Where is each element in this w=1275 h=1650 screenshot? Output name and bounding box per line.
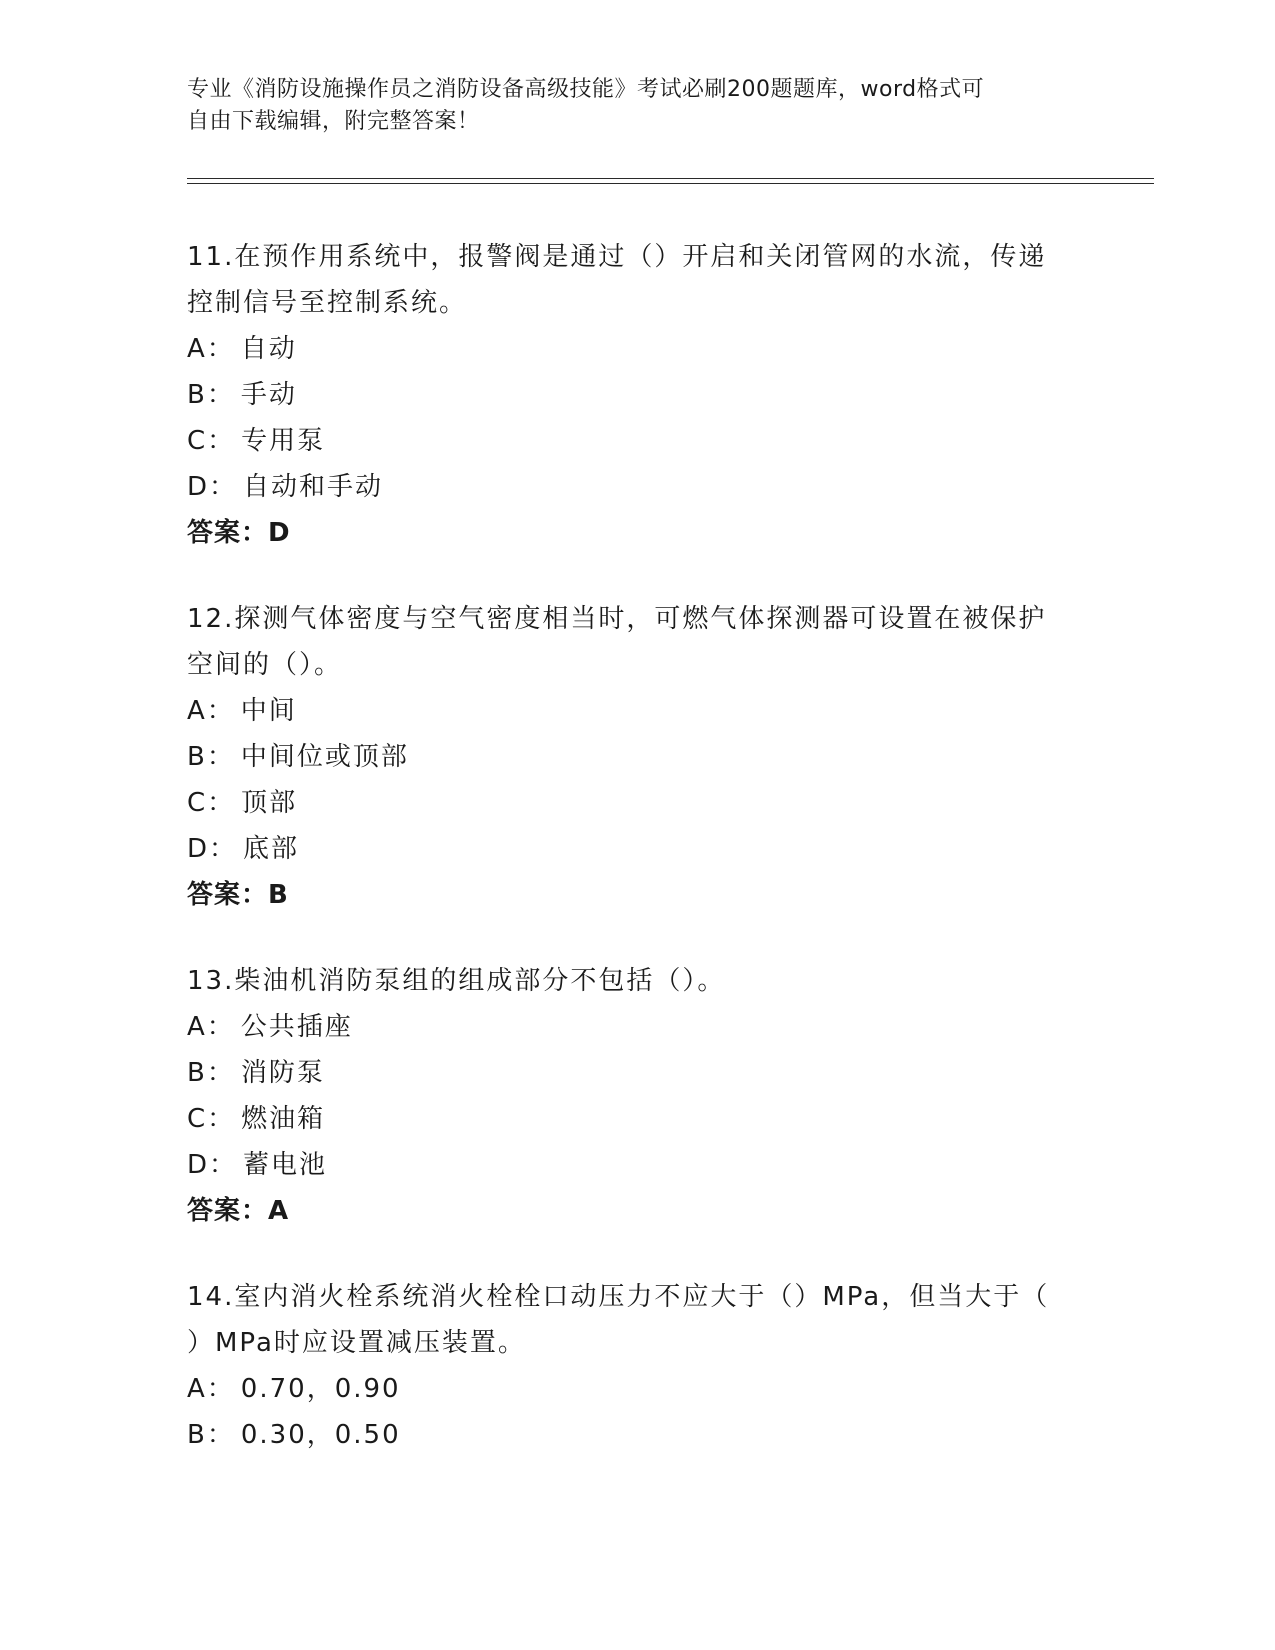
option-text: 手动 xyxy=(240,380,297,410)
option-b xyxy=(187,1412,1087,1458)
option-letter: B： xyxy=(187,1058,235,1088)
stem-line: 13.柴油机消防泵组的组成部分不包括（）。 xyxy=(187,966,726,996)
option-text: 0.70，0.90 xyxy=(240,1374,401,1404)
question-list xyxy=(187,234,1087,1498)
option-d xyxy=(187,826,1087,872)
option-letter: A： xyxy=(187,1374,235,1404)
option-b xyxy=(187,734,1087,780)
question-13 xyxy=(187,958,1087,1234)
stem-line: 12.探测气体密度与空气密度相当时，可燃气体探测器可设置在被保护 xyxy=(187,604,1047,634)
option-letter: D： xyxy=(187,834,238,864)
header-line-1: 专业《消防设施操作员之消防设备高级技能》考试必刷200题题库，word格式可 xyxy=(187,77,985,102)
option-c xyxy=(187,418,1087,464)
option-letter: A： xyxy=(187,1012,235,1042)
header-divider-top xyxy=(187,178,1154,179)
question-stem xyxy=(187,234,1087,326)
answer-line: 答案：D xyxy=(187,518,291,548)
option-b xyxy=(187,1050,1087,1096)
option-d xyxy=(187,1142,1087,1188)
option-text: 底部 xyxy=(243,834,300,864)
option-text: 公共插座 xyxy=(240,1012,353,1042)
question-stem xyxy=(187,958,1087,1004)
stem-line: ）MPa时应设置减压装置。 xyxy=(187,1328,526,1358)
option-letter: B： xyxy=(187,742,235,772)
option-text: 自动和手动 xyxy=(243,472,384,502)
answer-line: 答案：B xyxy=(187,880,289,910)
option-a xyxy=(187,1366,1087,1412)
option-c xyxy=(187,780,1087,826)
question-stem xyxy=(187,596,1087,688)
option-text: 蓄电池 xyxy=(243,1150,328,1180)
option-text: 中间 xyxy=(240,696,297,726)
option-text: 消防泵 xyxy=(240,1058,325,1088)
option-a xyxy=(187,326,1087,372)
stem-line: 11.在预作用系统中，报警阀是通过（）开启和关闭管网的水流，传递 xyxy=(187,242,1047,272)
option-b xyxy=(187,372,1087,418)
option-letter: C： xyxy=(187,1104,236,1134)
document-header xyxy=(187,74,1067,138)
option-letter: A： xyxy=(187,696,235,726)
option-letter: A： xyxy=(187,334,235,364)
option-a xyxy=(187,688,1087,734)
option-text: 自动 xyxy=(240,334,297,364)
header-line-2: 自由下载编辑，附完整答案！ xyxy=(187,109,480,134)
option-letter: C： xyxy=(187,788,236,818)
option-c xyxy=(187,1096,1087,1142)
option-text: 0.30，0.50 xyxy=(240,1420,401,1450)
option-letter: B： xyxy=(187,380,235,410)
answer-line: 答案：A xyxy=(187,1196,290,1226)
stem-line: 14.室内消火栓系统消火栓栓口动压力不应大于（）MPa，但当大于（ xyxy=(187,1282,1050,1312)
option-letter: D： xyxy=(187,472,238,502)
option-text: 中间位或顶部 xyxy=(240,742,409,772)
option-letter: C： xyxy=(187,426,236,456)
option-text: 专用泵 xyxy=(241,426,326,456)
option-text: 燃油箱 xyxy=(241,1104,326,1134)
stem-line: 控制信号至控制系统。 xyxy=(187,288,468,318)
header-divider-bottom xyxy=(187,183,1154,184)
option-letter: D： xyxy=(187,1150,238,1180)
option-d xyxy=(187,464,1087,510)
option-text: 顶部 xyxy=(241,788,298,818)
question-11 xyxy=(187,234,1087,556)
question-stem xyxy=(187,1274,1087,1366)
question-12 xyxy=(187,596,1087,918)
question-14 xyxy=(187,1274,1087,1458)
stem-line: 空间的（）。 xyxy=(187,650,343,680)
option-letter: B： xyxy=(187,1420,235,1450)
option-a xyxy=(187,1004,1087,1050)
